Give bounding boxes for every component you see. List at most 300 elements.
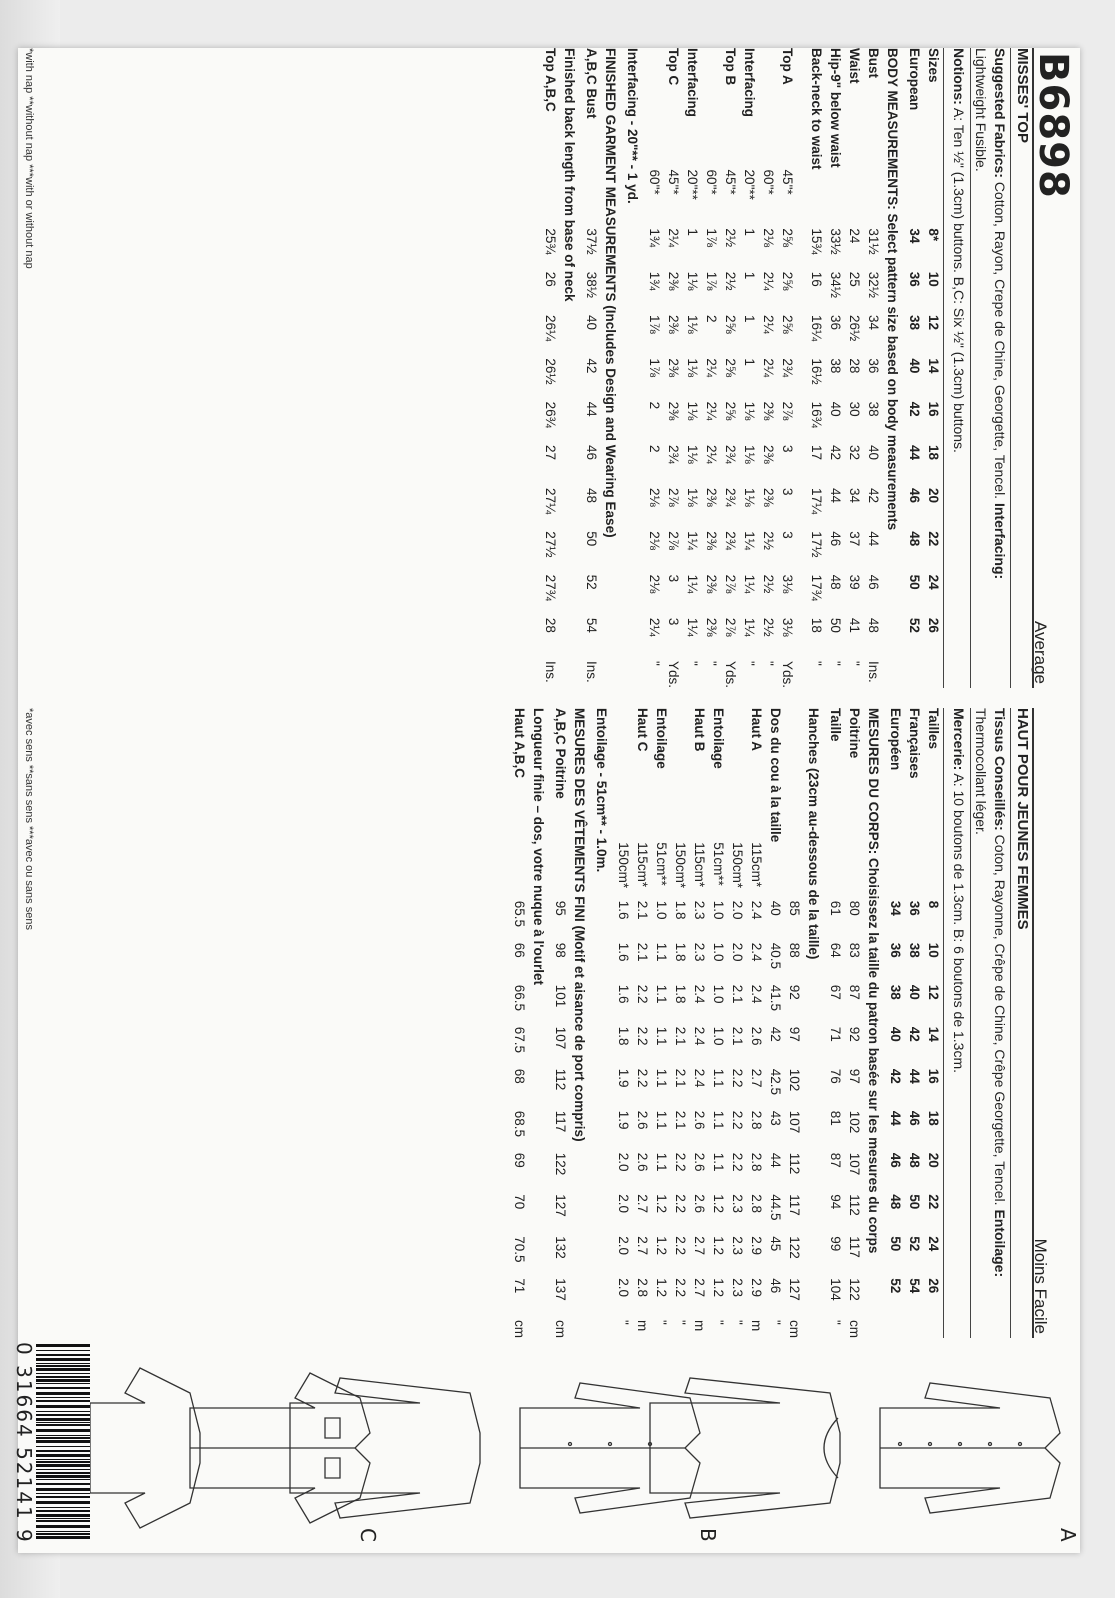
barcode-bar [36,1418,90,1421]
table-cell: 42 [888,1068,903,1084]
table-cell: 122 [847,1278,862,1301]
table-cell: 87 [847,984,862,1000]
barcode-bar [36,1520,90,1522]
unit-cell [905,661,924,688]
table-cell: 42 [907,401,922,417]
table-cell: 1.1 [654,1152,669,1172]
table-cell: 3⅛ [780,617,795,637]
table-cell: 2.1 [635,900,650,920]
table-cell: 2.8 [749,1110,764,1130]
table-cell: 76 [828,1068,843,1084]
table-cell: 38½ [584,271,599,298]
barcode-bar [36,1435,90,1436]
row-sublabel: 45"* [780,169,795,195]
artwork-column [12,1338,1080,1553]
barcode-bar [36,1446,90,1447]
barcode-bar [36,1344,90,1347]
table-cell: 2.2 [730,1110,745,1130]
unit-cell: " [673,1320,688,1325]
table-cell: 2⅞ [723,574,738,594]
table-cell: 31½ [866,228,881,255]
table-cell: 2.6 [635,1152,650,1172]
table-cell: 2⅝ [780,271,795,291]
unit-cell: " [647,660,662,666]
table-cell: 36 [907,900,922,916]
row-sublabel: 115cm* [692,842,707,888]
table-cell: 1⅞ [704,228,719,248]
row-label: Interfacing [685,48,700,118]
table-cell: 46 [907,487,922,503]
barcode-bar [36,1525,90,1528]
table-cell: 1¼ [742,531,757,551]
table-cell: 44 [584,401,599,417]
french-sizes-row [905,708,924,1338]
table-cell: 2⅜ [761,444,776,464]
table-cell: 2.8 [749,1194,764,1214]
table-cell: 40 [768,900,783,916]
table-cell: 2.6 [692,1194,707,1214]
unit-cell: cm [847,1320,862,1338]
view-c-back-drawing [90,1368,200,1528]
table-cell: 2¾ [723,444,738,464]
row-sublabel [582,170,601,229]
row-sublabel: 45"* [723,169,738,195]
table-cell: 50 [907,1194,922,1210]
table-cell: 2¼ [704,401,719,421]
table-cell: 2.0 [616,1278,631,1298]
table-cell: 1.1 [654,1110,669,1130]
table-cell: 2.7 [749,1068,764,1088]
table-cell: 40.5 [768,942,783,969]
heading-text: Interfacing - 20"** - 1 yd. [625,48,640,204]
barcode-bar [36,1536,90,1539]
table-cell: 2⅜ [704,531,719,551]
view-c-drawing [190,1373,370,1523]
table-cell: 26¼ [543,315,558,342]
table-cell: 27¼ [543,487,558,515]
table-cell: 14 [926,1026,941,1042]
table-cell: 2.9 [749,1278,764,1298]
table-cell: 101 [553,984,568,1008]
table-cell: 71 [512,1278,527,1294]
table-cell: 2⅞ [780,401,795,421]
table-cell: 18 [926,1110,941,1126]
table-cell: 3 [666,574,681,583]
table-cell: 1.0 [711,942,726,962]
unit-cell: " [828,660,843,666]
table-cell: 2½ [723,228,738,248]
table-cell: 2.0 [616,1236,631,1256]
table-cell: 1¼ [685,574,700,594]
unit-cell: Yds. [666,660,681,688]
table-cell: 2.7 [635,1236,650,1256]
table-cell: 14 [926,358,941,374]
table-cell: 132 [553,1236,568,1259]
table-cell: 46 [584,444,599,460]
table-cell: 2.4 [692,1026,707,1046]
barcode-bar [36,1440,90,1443]
table-cell: 26 [926,1278,941,1294]
table-row [845,708,864,1338]
barcode-bar [36,1501,90,1504]
table-cell: 102 [847,1110,862,1134]
table-cell: 37½ [584,228,599,255]
barcode-bar [36,1496,90,1498]
table-cell: 12 [926,315,941,331]
table-cell: 46 [768,1278,783,1294]
fr-footnote: *avec sens **sans sens ***avec ou sans sens [23,708,35,930]
en-fabrics: Suggested Fabrics: Cotton, Rayon, Crepe de Chine, Georgette, Tencel. Interfacing: [992,48,1008,580]
row-label [785,708,804,842]
table-cell: 1.1 [711,1110,726,1130]
table-cell: 117 [553,1110,568,1133]
table-cell: 44 [888,1110,903,1126]
barcode-bar [36,1493,90,1494]
back-length-heading [529,708,551,1338]
table-cell: 1¼ [742,574,757,594]
row-sublabel [826,170,845,229]
row-label: Waist [847,48,862,84]
table-cell: 92 [787,984,802,1000]
table-cell: 3 [780,444,795,453]
table-cell: 2.3 [692,942,707,962]
barcode-bar [36,1392,90,1395]
table-row [541,48,560,688]
table-cell: 28 [543,617,558,633]
row-label [702,48,721,170]
table-row [826,48,845,688]
table-cell: 16¼ [809,315,824,342]
table-cell: 12 [926,984,941,1000]
table-cell: 1¼ [685,617,700,637]
table-cell: 95 [553,900,568,916]
table-cell: 2¼ [761,358,776,378]
table-cell: 41 [847,617,862,633]
table-cell: 2⅞ [723,617,738,637]
finished-heading [601,48,623,688]
table-row [510,708,529,1338]
table-cell: 3⅛ [780,574,795,594]
table-cell: 70 [512,1194,527,1210]
table-cell: 112 [847,1194,862,1216]
body-measurements-heading [883,48,905,688]
table-cell: 46 [907,1110,922,1126]
back-length-heading [560,48,582,688]
row-sublabel: 60"* [647,169,662,195]
table-cell: 42 [828,444,843,460]
table-cell: 15¾ [809,228,824,255]
european-row [886,708,905,1338]
barcode-bar [36,1379,90,1382]
table-cell: 2.1 [635,942,650,962]
table-cell: 50 [907,574,922,590]
table-cell: 17½ [809,531,824,558]
unit-cell [905,1320,924,1338]
table-row [721,48,740,688]
table-cell: 2.9 [749,1236,764,1256]
table-cell: 8 [926,900,941,909]
table-cell: 34 [907,228,922,244]
unit-cell [886,1320,905,1338]
row-label: Top B [723,48,738,86]
table-cell: 34½ [828,271,843,298]
table-cell: 38 [907,315,922,331]
table-cell: 27¾ [543,574,558,601]
row-label: Top A,B,C [543,48,558,112]
table-cell: 22 [926,1194,941,1210]
table-row [826,708,845,1338]
table-cell: 42.5 [768,1068,783,1095]
row-sublabel [785,842,804,900]
table-cell: 2.2 [673,1278,688,1298]
row-sublabel: 150cm* [616,842,631,889]
table-cell: 1 [742,271,757,280]
table-cell: 2.2 [673,1236,688,1256]
sizes-row [924,48,943,688]
table-cell: 24 [926,1236,941,1252]
table-cell: 16¾ [809,401,824,428]
table-cell: 40 [907,358,922,374]
table-cell: 2⅜ [704,487,719,507]
difficulty-level-fr: Moins Facile [1031,1238,1050,1334]
table-cell: 2.6 [692,1110,707,1130]
table-cell: 1.1 [711,1068,726,1088]
table-cell: 117 [847,1236,862,1258]
table-cell: 64 [828,942,843,958]
table-cell: 1.1 [654,1068,669,1088]
table-row [664,48,683,688]
table-cell: 66 [512,942,527,958]
barcode-bar [36,1533,90,1535]
table-cell: 18 [809,617,824,633]
barcode-number: 0 31664 52141 9 [12,1342,36,1544]
table-cell: 40 [584,315,599,331]
row-label [645,48,664,170]
rotated-content [12,48,1080,1553]
table-cell: 2⅛ [647,574,662,594]
table-cell: 44 [828,487,843,503]
row-sublabel [924,842,943,900]
table-cell: 42 [907,1026,922,1042]
fr-notions: Mercerie: A: 10 boutons de 1.3cm. B: 6 boutons de 1.3cm. [949,708,971,1338]
table-cell: 52 [907,1236,922,1252]
table-cell: 2.8 [749,1152,764,1172]
table-cell: 52 [907,617,922,633]
fr-title: HAUT POUR JEUNES FEMMES [1014,708,1031,930]
table-cell: 3 [780,487,795,496]
en-notions: Notions: A: Ten ½" (1.3cm) buttons. B,C: Six ½" (1.3cm) buttons. [949,48,971,688]
row-sublabel: 150cm* [730,842,745,889]
table-cell: 127 [553,1194,568,1217]
table-cell: 1⅛ [742,444,757,464]
table-cell: 25¾ [543,228,558,255]
table-cell: 52 [584,574,599,590]
table-cell: 1¾ [647,271,662,291]
table-cell: 17¼ [809,487,824,515]
table-cell: 16½ [809,358,824,385]
table-cell: 43 [768,1110,783,1126]
unit-cell [924,661,943,688]
table-cell: 1.1 [654,1026,669,1046]
row-sublabel [905,842,924,900]
table-cell: 41.5 [768,984,783,1011]
table-cell: 102 [787,1068,802,1092]
en-info [949,48,1032,688]
table-cell: 94 [828,1194,843,1210]
table-cell: 112 [787,1152,802,1175]
table-cell: 2.0 [730,942,745,962]
table-cell: 44 [768,1152,783,1168]
divider [1010,708,1011,1338]
table-cell: 107 [787,1110,802,1134]
row-label: Sizes [926,48,941,83]
table-cell: 2⅛ [647,531,662,551]
table-cell: 1.0 [711,900,726,920]
table-cell: 2.2 [673,1194,688,1214]
table-cell: 2.4 [749,984,764,1004]
table-cell: 2⅜ [761,401,776,421]
table-cell: 1.8 [673,984,688,1004]
table-row [645,48,664,688]
fr-measurement-table [510,708,943,1338]
row-sublabel: 150cm* [673,842,688,889]
barcode-bar [36,1383,90,1384]
table-cell: 2 [647,401,662,410]
table-cell: 1.9 [616,1068,631,1088]
table-cell: 54 [907,1278,922,1294]
row-sublabel: 45"* [666,169,681,195]
unit-cell: " [711,1320,726,1325]
row-sublabel [826,842,845,900]
table-cell: 2⅜ [761,487,776,507]
table-cell: 48 [584,487,599,503]
table-row [614,708,633,1338]
barcode-bar [36,1422,90,1423]
table-cell: 2⅝ [723,315,738,334]
table-cell: 2.0 [730,900,745,920]
table-cell: 80 [847,900,862,916]
barcode-bar [36,1414,90,1416]
view-a-drawing [880,1383,1060,1513]
table-cell: 1¾ [647,228,662,248]
table-cell: 54 [584,617,599,633]
en-measurement-table [541,48,943,688]
table-cell: 36 [907,271,922,287]
row-sublabel [510,842,529,900]
barcode-bar [36,1469,90,1470]
table-cell: 2¼ [704,444,719,464]
table-cell: 30 [847,401,862,417]
table-cell: 44 [866,531,881,547]
row-label: Haut A,B,C [512,708,527,778]
table-cell: 48 [888,1194,903,1210]
fr-info [949,708,1032,1338]
row-sublabel: 115cm* [635,842,650,888]
barcode-bar [36,1358,90,1361]
table-cell: 2.6 [635,1110,650,1130]
barcode-bar [36,1483,90,1485]
table-cell: 2 [704,315,719,323]
table-cell: 1⅛ [742,487,757,507]
fr-interfacing: Thermocollant léger. [973,708,989,835]
table-cell: 2.4 [692,1068,707,1088]
row-label: A,B,C Bust [584,48,599,119]
table-cell: 1⅞ [704,271,719,291]
row-sublabel: 60"* [761,169,776,195]
table-cell: 1⅞ [647,315,662,334]
table-row [766,708,785,1338]
table-cell: 2.8 [635,1278,650,1298]
table-cell: 2.4 [749,900,764,920]
barcode-bar [36,1472,90,1474]
row-label: Haut A [749,708,764,751]
table-cell: 34 [847,487,862,503]
barcode-bar [36,1354,90,1356]
table-cell: 2½ [761,617,776,637]
table-cell: 67 [828,984,843,1000]
table-cell: 42 [768,1026,783,1042]
table-cell: 2.6 [692,1152,707,1172]
table-cell: 2⅛ [761,228,776,248]
table-cell: 36 [866,358,881,374]
table-cell: 1⅛ [685,358,700,378]
unit-cell: " [616,1320,631,1325]
barcode-bar [36,1464,90,1467]
table-cell: 48 [907,1152,922,1168]
unit-cell: cm [553,1320,568,1338]
unit-cell: " [768,1320,783,1325]
table-cell: 2⅝ [780,315,795,334]
table-cell: 2½ [761,574,776,594]
pattern-envelope-back [12,48,1080,1553]
table-cell: 2¼ [761,315,776,334]
table-cell: 24 [926,574,941,590]
unit-cell: Ins. [543,660,558,683]
table-row [728,708,747,1338]
unit-cell: cm [787,1320,802,1338]
table-cell: 34 [866,315,881,331]
table-cell: 1.8 [673,900,688,920]
row-sublabel [541,170,560,229]
en-interfacing: Lightweight Fusible. [973,48,989,172]
table-cell: 2.1 [673,1068,688,1088]
table-cell: 66.5 [512,984,527,1011]
european-row [905,48,924,688]
row-label: Taille [828,708,843,742]
table-cell: 104 [828,1278,843,1301]
table-cell: 1.1 [654,984,669,1004]
table-cell: 69 [512,1152,527,1168]
table-cell: 1 [742,228,757,236]
table-cell: 81 [828,1110,843,1126]
table-cell: 27½ [543,531,558,558]
table-cell: 45 [768,1236,783,1252]
heading-text: BODY MEASUREMENTS: Select pattern size based on body measurements [885,48,900,531]
row-label: Haut C [635,708,650,752]
row-label: Poitrine [847,708,862,759]
row-sublabel [886,842,905,900]
interfacing-note [623,48,645,688]
view-label-a: A [1056,1528,1080,1542]
table-cell: 2.2 [635,1026,650,1046]
table-cell: 2¼ [704,358,719,378]
table-cell: 20 [926,487,941,503]
unit-cell: " [828,1320,843,1325]
barcode-bar [36,1510,90,1512]
table-row [702,48,721,688]
table-cell: 2½ [723,271,738,291]
table-cell: 2.2 [673,1152,688,1172]
